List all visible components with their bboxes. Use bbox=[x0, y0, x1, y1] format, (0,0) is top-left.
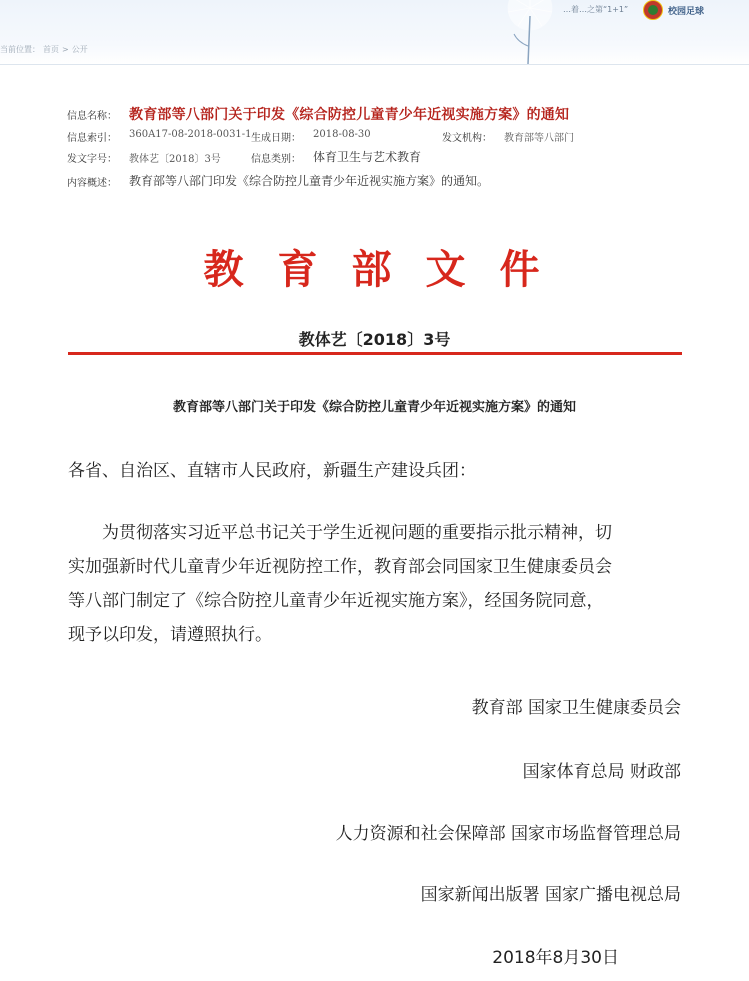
signatory-line: 人力资源和社会保障部 国家市场监督管理总局 bbox=[335, 824, 681, 844]
meta-index-label: 信息索引： bbox=[67, 133, 117, 144]
breadcrumb-public-link[interactable]: 公开 bbox=[71, 45, 88, 54]
document-meta bbox=[67, 104, 687, 192]
document-header: 教育部文件 bbox=[203, 246, 574, 293]
body-paragraph bbox=[68, 516, 688, 652]
meta-date-value: 2018-08-30 bbox=[313, 129, 371, 140]
addressee: 各省、自治区、直辖市人民政府，新疆生产建设兵团： bbox=[68, 461, 476, 481]
football-emblem-icon[interactable] bbox=[643, 0, 663, 20]
site-banner bbox=[0, 0, 749, 65]
red-divider bbox=[68, 352, 682, 355]
breadcrumb-label: 当前位置： bbox=[0, 45, 40, 54]
banner-slogan: …着…之第“1+1” bbox=[563, 5, 629, 14]
meta-name-value: 教育部等八部门关于印发《综合防控儿童青少年近视实施方案》的通知 bbox=[129, 107, 570, 123]
meta-index-value: 360A17-08-2018-0031-1 bbox=[129, 129, 252, 140]
meta-date-label: 生成日期： bbox=[251, 133, 301, 144]
paragraph-line: 实加强新时代儿童青少年近视防控工作，教育部会同国家卫生健康委员会 bbox=[68, 557, 612, 577]
document-title: 教育部等八部门关于印发《综合防控儿童青少年近视实施方案》的通知 bbox=[172, 400, 576, 415]
document-date: 2018年8月30日 bbox=[492, 948, 619, 968]
paragraph-line: 等八部门制定了《综合防控儿童青少年近视实施方案》，经国务院同意， bbox=[68, 591, 604, 611]
breadcrumb bbox=[0, 44, 91, 55]
campus-football-link[interactable]: 校园足球 bbox=[668, 7, 705, 17]
meta-summary-label: 内容概述： bbox=[67, 178, 117, 189]
paragraph-line: 现予以印发，请遵照执行。 bbox=[68, 625, 272, 645]
document-number: 教体艺〔2018〕3号 bbox=[298, 330, 451, 349]
meta-org-value: 教育部等八部门 bbox=[504, 133, 574, 144]
meta-summary-value: 教育部等八部门印发《综合防控儿童青少年近视实施方案》的通知。 bbox=[129, 174, 490, 188]
meta-docno-value: 教体艺〔2018〕3号 bbox=[129, 154, 221, 165]
meta-docno-label: 发文字号： bbox=[67, 154, 117, 165]
signatory-line: 国家新闻出版署 国家广播电视总局 bbox=[420, 885, 681, 905]
paragraph-line: 为贯彻落实习近平总书记关于学生近视问题的重要指示批示精神，切 bbox=[68, 523, 612, 543]
signatory-line: 国家体育总局 财政部 bbox=[522, 762, 681, 782]
signatory-line: 教育部 国家卫生健康委员会 bbox=[471, 698, 681, 718]
breadcrumb-home-link[interactable]: 首页 bbox=[43, 45, 59, 54]
meta-category-label: 信息类别： bbox=[251, 154, 301, 165]
meta-category-value: 体育卫生与艺术教育 bbox=[313, 150, 422, 164]
meta-org-label: 发文机构： bbox=[442, 133, 492, 144]
meta-name-label: 信息名称： bbox=[67, 111, 117, 122]
breadcrumb-separator: > bbox=[62, 45, 69, 54]
